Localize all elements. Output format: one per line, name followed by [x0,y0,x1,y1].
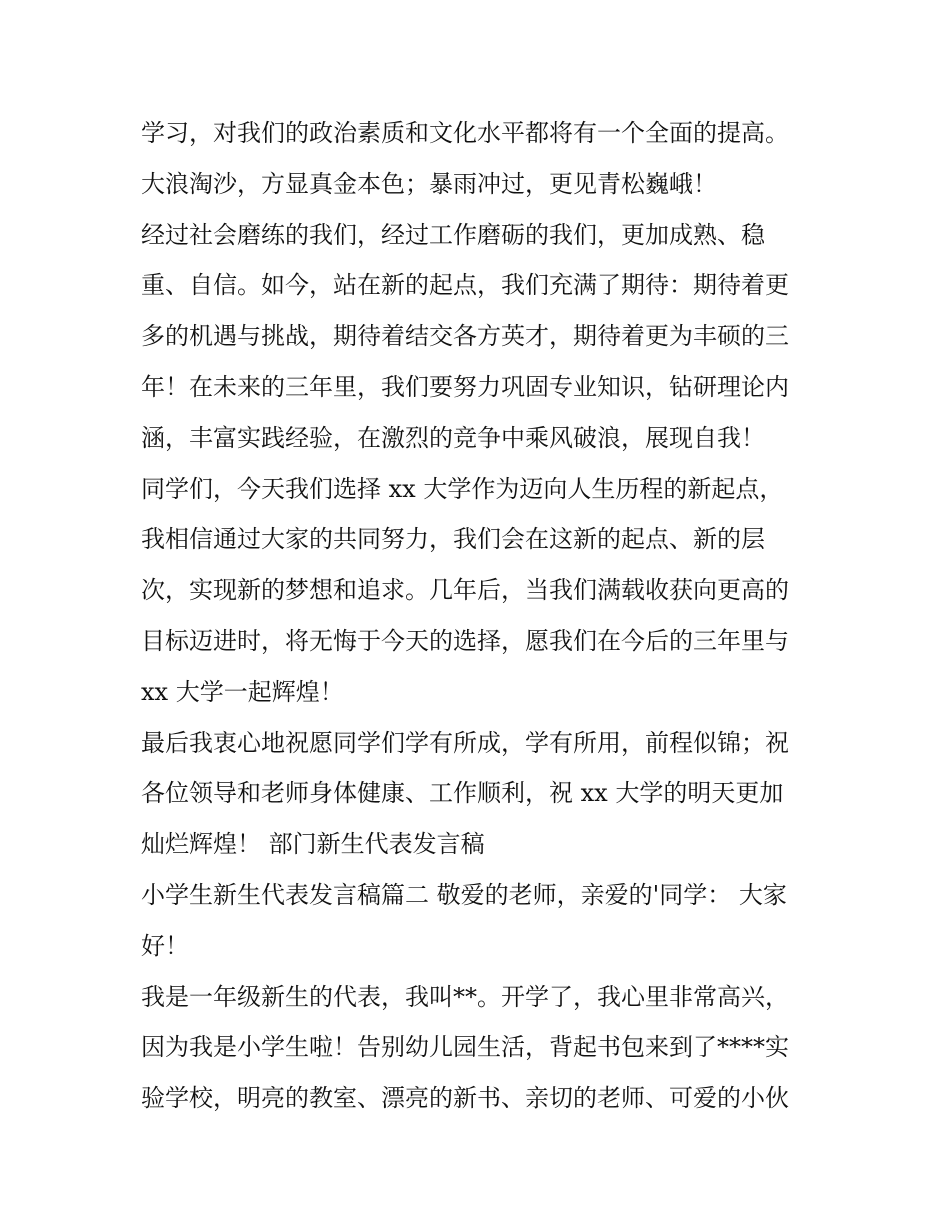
text-line: 重、自信。如今，站在新的起点，我们充满了期待：期待着更 [141,271,789,300]
text-line: 验学校，明亮的教室、漂亮的新书、亲切的老师、可爱的小伙 [141,1084,789,1113]
text-line: 多的机遇与挑战，期待着结交各方英才，期待着更为丰硕的三 [141,322,789,351]
text-line: 年！在未来的三年里，我们要努力巩固专业知识，钻研理论内 [141,372,789,401]
text-line: 好！ [141,931,189,960]
text-line: 大浪淘沙，方显真金本色；暴雨冲过，更见青松巍峨！ [141,169,717,198]
text-line: 我是一年级新生的代表，我叫**。开学了，我心里非常高兴， [141,982,789,1011]
text-line: xx 大学一起辉煌！ [141,677,344,706]
text-line: 小学生新生代表发言稿篇二 敬爱的老师，亲爱的'同学： 大家 [141,880,787,909]
text-line: 灿烂辉煌！ 部门新生代表发言稿 [141,830,485,859]
text-line: 经过社会磨练的我们，经过工作磨砺的我们，更加成熟、稳 [141,220,765,249]
text-line: 各位领导和老师身体健康、工作顺利，祝 xx 大学的明天更加 [141,779,784,808]
text-line: 次，实现新的梦想和追求。几年后，当我们满载收获向更高的 [141,576,789,605]
text-line: 目标迈进时，将无悔于今天的选择，愿我们在今后的三年里与 [141,626,789,655]
text-line: 我相信通过大家的共同努力，我们会在这新的起点、新的层 [141,525,765,554]
text-line: 同学们，今天我们选择 xx 大学作为迈向人生历程的新起点， [141,474,784,503]
document-body [141,108,831,1124]
text-line: 涵，丰富实践经验，在激烈的竞争中乘风破浪，展现自我！ [141,423,765,452]
text-line: 学习，对我们的政治素质和文化水平都将有一个全面的提高。 [141,119,789,147]
text-line: 因为我是小学生啦！告别幼儿园生活，背起书包来到了****实 [141,1033,789,1062]
text-line: 最后我衷心地祝愿同学们学有所成，学有所用，前程似锦；祝 [141,728,789,757]
